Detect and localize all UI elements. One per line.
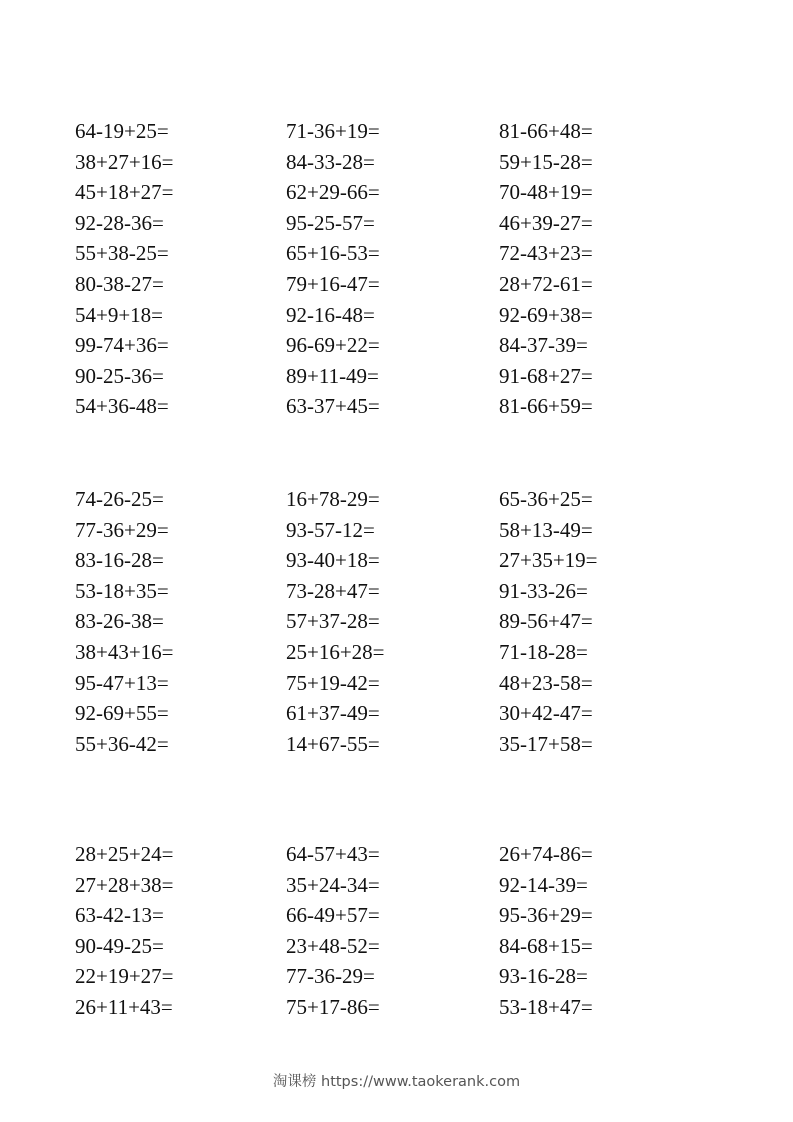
problem-row [75,729,715,760]
math-problem: 90-49-25= [75,933,164,958]
math-problem: 30+42-47= [499,701,593,726]
math-problem: 89-56+47= [499,609,593,634]
problem-row [75,361,715,392]
problem-row [75,300,715,331]
math-problem: 81-66+48= [499,119,593,143]
math-problem: 90-25-36= [75,363,164,388]
math-problem: 73-28+47= [286,578,380,603]
problem-row [75,545,715,576]
problem-row [75,238,715,269]
math-problem: 70-48+19= [499,180,593,205]
math-problem: 96-69+22= [286,333,380,358]
math-problem: 93-40+18= [286,548,380,573]
math-problem: 64-57+43= [286,842,380,866]
problem-block-1 [75,116,715,422]
problem-row [75,961,715,992]
math-problem: 35+24-34= [286,872,380,897]
math-problem: 65+16-53= [286,241,380,266]
problem-row [75,269,715,300]
math-problem: 63-37+45= [286,394,380,419]
math-problem: 53-18+47= [499,994,593,1019]
math-problem: 23+48-52= [286,933,380,958]
math-problem: 92-28-36= [75,210,164,235]
math-problem: 28+25+24= [75,842,174,866]
math-problem: 79+16-47= [286,271,380,296]
footer-watermark: 淘课榜 https://www.taokerank.com [272,1074,521,1090]
math-problem: 84-37-39= [499,333,588,358]
problem-row [75,606,715,637]
problem-row [75,484,715,515]
problem-row [75,208,715,239]
math-problem: 22+19+27= [75,964,174,989]
math-problem: 84-68+15= [499,933,593,958]
math-problem: 57+37-28= [286,609,380,634]
math-problem: 59+15-28= [499,149,593,174]
math-problem: 83-26-38= [75,609,164,634]
math-problem: 71-36+19= [286,119,380,143]
problem-row [75,698,715,729]
math-problem: 28+72-61= [499,271,593,296]
math-problem: 38+27+16= [75,149,174,174]
math-problem: 38+43+16= [75,639,174,664]
math-problem: 99-74+36= [75,333,169,358]
math-problem: 93-57-12= [286,517,375,542]
math-problem: 89+11-49= [286,363,379,388]
math-problem: 27+28+38= [75,872,174,897]
math-problem: 92-69+55= [75,701,169,726]
problem-row [75,668,715,699]
problem-row [75,931,715,962]
math-problem: 65-36+25= [499,487,593,511]
math-problem: 74-26-25= [75,487,164,511]
math-problem: 54+9+18= [75,302,164,327]
math-problem: 64-19+25= [75,119,169,143]
math-problem: 66-49+57= [286,903,380,928]
math-problem: 53-18+35= [75,578,169,603]
math-problem: 92-16-48= [286,302,375,327]
math-problem: 14+67-55= [286,731,380,756]
math-problem: 93-16-28= [499,964,588,989]
math-problem: 75+19-42= [286,670,380,695]
math-problem: 25+16+28= [286,639,385,664]
math-problem: 55+38-25= [75,241,169,266]
math-problem: 92-14-39= [499,872,588,897]
math-problem: 48+23-58= [499,670,593,695]
math-problem: 45+18+27= [75,180,174,205]
math-problem: 46+39-27= [499,210,593,235]
math-problem: 91-33-26= [499,578,588,603]
math-problem: 81-66+59= [499,394,593,419]
math-problem: 95-47+13= [75,670,169,695]
math-problem: 80-38-27= [75,271,164,296]
math-problem: 75+17-86= [286,994,380,1019]
math-problem: 62+29-66= [286,180,380,205]
problem-block-2 [75,484,715,759]
math-problem: 95-25-57= [286,210,375,235]
math-problem: 72-43+23= [499,241,593,266]
math-problem: 26+11+43= [75,994,173,1019]
problem-block-3 [75,839,715,1023]
problem-row [75,177,715,208]
math-problem: 61+37-49= [286,701,380,726]
math-problem: 58+13-49= [499,517,593,542]
problem-row [75,147,715,178]
math-problem: 84-33-28= [286,149,375,174]
problem-row [75,116,715,147]
problem-row [75,870,715,901]
problem-row [75,992,715,1023]
math-problem: 92-69+38= [499,302,593,327]
math-problem: 91-68+27= [499,363,593,388]
math-problem: 95-36+29= [499,903,593,928]
math-problem: 16+78-29= [286,487,380,511]
math-problem: 27+35+19= [499,548,598,573]
problem-row [75,900,715,931]
problem-row [75,330,715,361]
math-problem: 55+36-42= [75,731,169,756]
math-problem: 77-36-29= [286,964,375,989]
math-problem: 71-18-28= [499,639,588,664]
problem-row [75,515,715,546]
math-problem: 26+74-86= [499,842,593,866]
problem-row [75,839,715,870]
math-problem: 63-42-13= [75,903,164,928]
math-problem: 83-16-28= [75,548,164,573]
problem-row [75,637,715,668]
problem-row [75,576,715,607]
math-problem: 54+36-48= [75,394,169,419]
math-problem: 77-36+29= [75,517,169,542]
problem-row [75,391,715,422]
math-problem: 35-17+58= [499,731,593,756]
